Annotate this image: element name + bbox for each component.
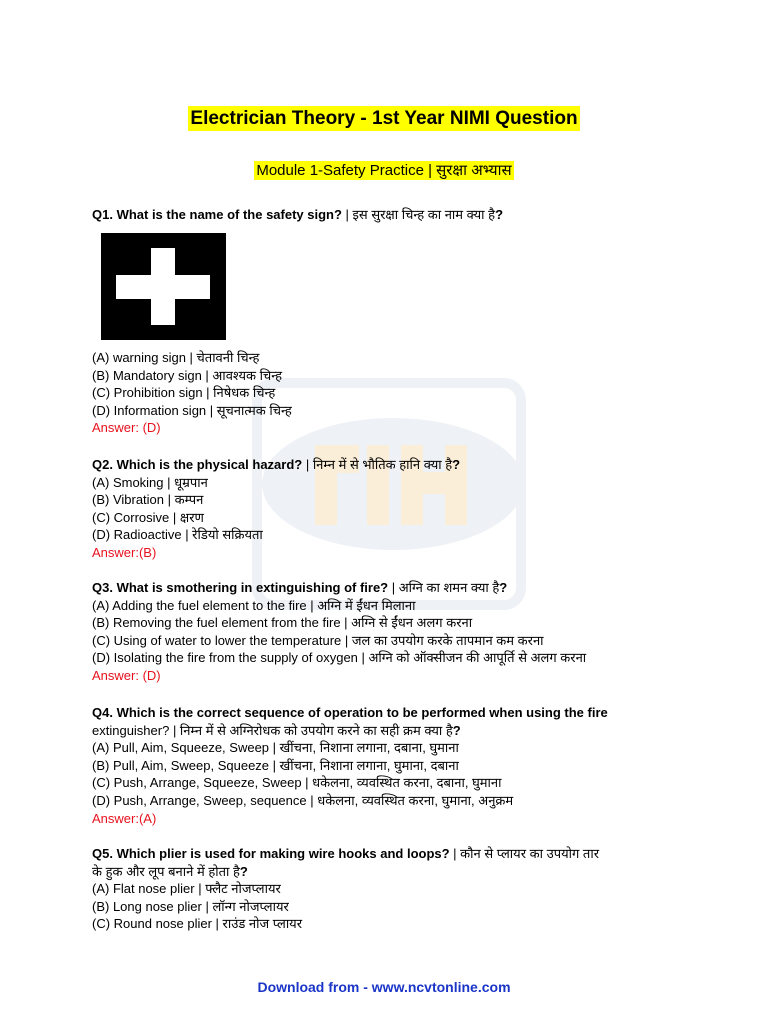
option-a: (A) Adding the fuel element to the fire | अग्नि में ईंधन मिलाना (92, 597, 416, 613)
question-5 (92, 845, 672, 933)
option-c: (C) Round nose plier | राउंड नोज प्लायर (92, 916, 303, 932)
title-text: Electrician Theory - 1st Year NIMI Question (190, 108, 578, 129)
question-1-en: Q1. What is the name of the safety sign? (92, 207, 342, 222)
option-b: (B) Long nose plier | लॉन्ग नोजप्लायर (92, 898, 289, 914)
option-d: (D) Radioactive | रेडियो सक्रियता (92, 527, 263, 543)
question-3-en: Q3. What is smothering in extinguishing of fire? (92, 580, 389, 595)
question-4-cont-text: extinguisher? | निम्न में से अग्निरोधक को उपयोग करने का सही क्रम क्या है (92, 722, 453, 738)
option-b: (B) Pull, Aim, Sweep, Squeeze | खींचना, निशाना लगाना, घुमाना, दबाना (92, 757, 459, 773)
question-1-options (92, 349, 672, 437)
option-d: (D) Isolating the fire from the supply of oxygen | अग्नि को ऑक्सीजन की आपूर्ति से अलग करना (92, 650, 587, 666)
question-1-mark: ? (495, 207, 504, 222)
option-d: (D) Information sign | सूचनात्मक चिन्ह (92, 402, 292, 418)
question-4-mark: ? (452, 722, 461, 738)
question-4-cont (92, 722, 672, 740)
answer-3: Answer: (D) (92, 667, 161, 683)
option-c: (C) Prohibition sign | निषेधक चिन्ह (92, 385, 276, 401)
question-3-hi: | अग्नि का शमन क्या है (388, 580, 500, 595)
answer-1: Answer: (D) (92, 420, 161, 436)
question-1 (92, 206, 672, 224)
option-a: (A) Flat nose plier | फ्लैट नोजप्लायर (92, 881, 281, 897)
option-b: (B) Vibration | कम्पन (92, 492, 204, 508)
module-text: Module 1-Safety Practice | सुरक्षा अभ्यास (256, 162, 512, 179)
question-2 (92, 456, 672, 562)
question-5-hi: | कौन से प्लायर का उपयोग तार (449, 846, 600, 861)
question-2-text (92, 456, 672, 474)
option-a: (A) Smoking | धूम्रपान (92, 474, 208, 490)
question-5-cont-text: के हुक और लूप बनाने में होता है (92, 863, 240, 879)
option-c: (C) Corrosive | क्षरण (92, 509, 204, 525)
question-3-text (92, 579, 672, 597)
question-5-mark: ? (239, 863, 248, 879)
option-a: (A) warning sign | चेतावनी चिन्ह (92, 350, 260, 365)
question-2-hi: | निम्न में से भौतिक हानि क्या है (302, 457, 453, 472)
answer-4: Answer:(A) (92, 810, 157, 826)
question-5-text (92, 845, 672, 863)
first-aid-sign-icon (101, 233, 226, 340)
question-2-en: Q2. Which is the physical hazard? (92, 457, 303, 472)
option-c: (C) Push, Arrange, Squeeze, Sweep | धकेलना, व्यवस्थित करना, दबाना, घुमाना (92, 775, 502, 791)
answer-2: Answer:(B) (92, 544, 157, 560)
question-3-mark: ? (499, 580, 508, 595)
option-a: (A) Pull, Aim, Squeeze, Sweep | खींचना, निशाना लगाना, दबाना, घुमाना (92, 740, 459, 756)
question-5-en: Q5. Which plier is used for making wire hooks and loops? (92, 846, 450, 861)
option-b: (B) Mandatory sign | आवश्यक चिन्ह (92, 367, 283, 383)
question-3 (92, 579, 672, 685)
question-4 (92, 704, 672, 827)
download-link[interactable]: Download from - www.ncvtonline.com (257, 979, 511, 995)
question-1-hi: | इस सुरक्षा चिन्ह का नाम क्या है (341, 207, 496, 222)
question-4-en: Q4. Which is the correct sequence of operation to be performed when using the fire (92, 705, 608, 720)
option-b: (B) Removing the fuel element from the fire | अग्नि से ईंधन अलग करना (92, 615, 473, 631)
cross-icon (101, 233, 226, 340)
question-5-cont (92, 863, 672, 881)
option-d: (D) Push, Arrange, Sweep, sequence | धकेलना, व्यवस्थित करना, घुमाना, अनुक्रम (92, 792, 514, 808)
page-title (0, 108, 768, 130)
option-c: (C) Using of water to lower the temperature | जल का उपयोग करके तापमान कम करना (92, 632, 544, 648)
module-heading (0, 160, 768, 180)
question-1-text (92, 206, 672, 224)
question-2-mark: ? (452, 457, 461, 472)
